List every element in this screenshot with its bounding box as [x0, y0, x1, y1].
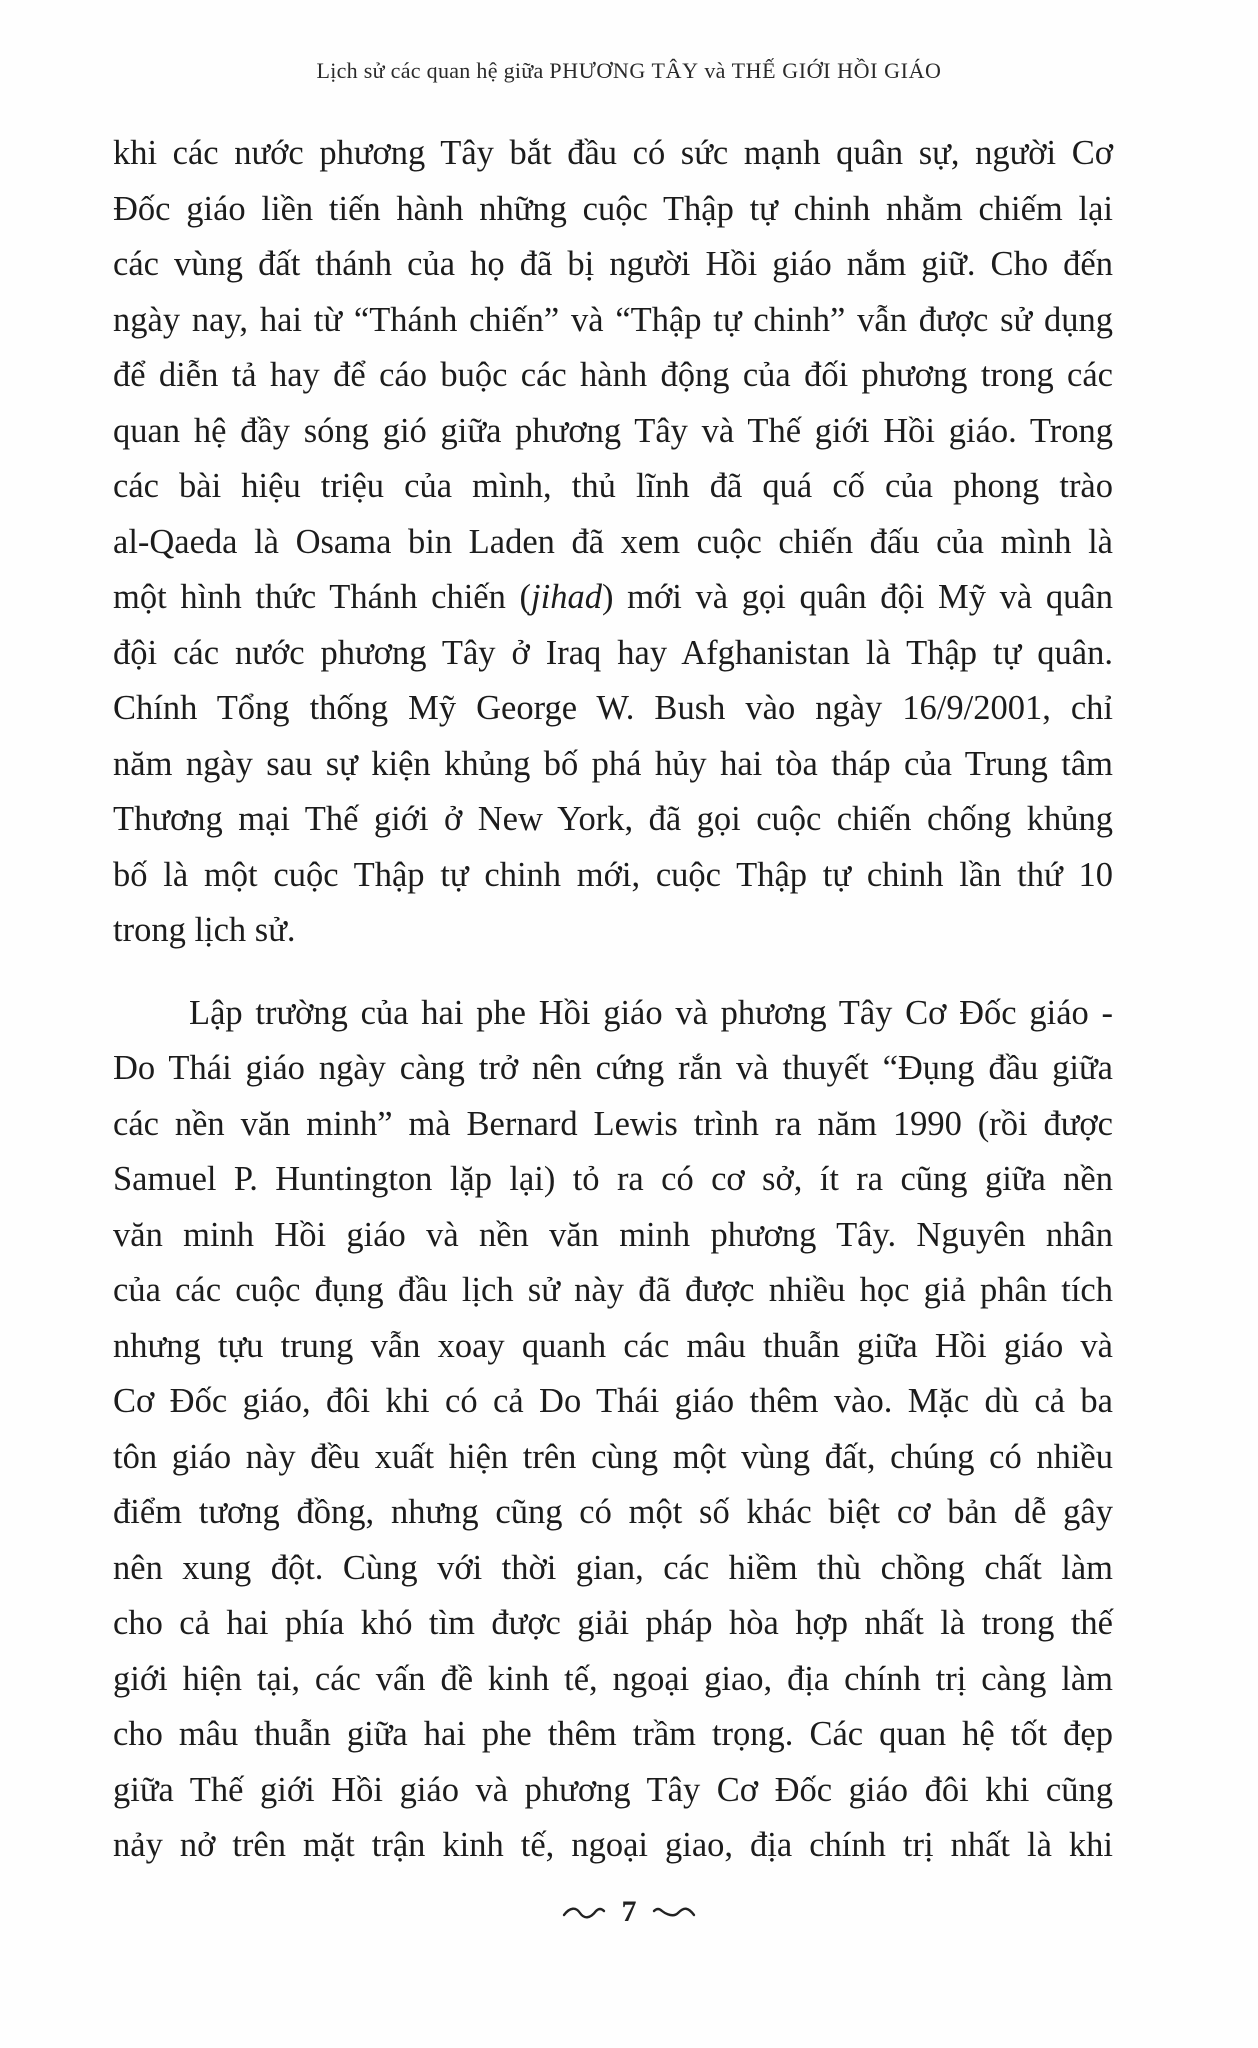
text-line: Thương mại Thế giới ở New York, đã gọi cuộc chiến chống khủng [113, 800, 1113, 838]
text-line: văn minh Hồi giáo và nền văn minh phương Tây. Nguyên nhân [113, 1215, 1113, 1254]
flourish-left-icon [562, 1895, 606, 1929]
paragraph-2 [113, 986, 1113, 1874]
body-text [113, 126, 1113, 1874]
text-line: cho mâu thuẫn giữa hai phe thêm trầm trọng. Các quan hệ tốt đẹp [113, 1715, 1113, 1753]
text-line: các nền văn minh” mà Bernard Lewis trình ra năm 1990 (rồi được [113, 1104, 1113, 1143]
text-line: Cơ Đốc giáo, đôi khi có cả Do Thái giáo thêm vào. Mặc dù cả ba [113, 1382, 1113, 1420]
text-line: đội các nước phương Tây ở Iraq hay Afghanistan là Thập tự quân. [113, 633, 1113, 672]
header-islam: THẾ GIỚI HỒI GIÁO [731, 58, 942, 83]
text-line: Đốc giáo liền tiến hành những cuộc Thập tự chinh nhằm chiếm lại [113, 189, 1113, 228]
header-conjunction: và [704, 58, 726, 83]
paragraph-1 [113, 126, 1113, 959]
text-line: tôn giáo này đều xuất hiện trên cùng một vùng đất, chúng có nhiều [113, 1437, 1113, 1476]
flourish-right-icon [652, 1895, 696, 1929]
text-line: một hình thức Thánh chiến (jihad) mới và gọi quân đội Mỹ và quân [113, 578, 1113, 616]
text-line: các vùng đất thánh của họ đã bị người Hồi giáo nắm giữ. Cho đến [113, 245, 1113, 283]
text-line: Samuel P. Huntington lặp lại) tỏ ra có cơ sở, ít ra cũng giữa nền [113, 1160, 1113, 1198]
text-line: nên xung đột. Cùng với thời gian, các hiềm thù chồng chất làm [113, 1548, 1113, 1587]
text-line: nảy nở trên mặt trận kinh tế, ngoại giao, địa chính trị nhất là khi [113, 1826, 1113, 1864]
running-header [0, 58, 1258, 84]
text-line: Do Thái giáo ngày càng trở nên cứng rắn và thuyết “Đụng đầu giữa [113, 1049, 1113, 1087]
text-line: để diễn tả hay để cáo buộc các hành động của đối phương trong các [113, 356, 1113, 394]
text-line: các bài hiệu triệu của mình, thủ lĩnh đã quá cố của phong trào [113, 467, 1113, 505]
page-folio [0, 1893, 1258, 1929]
text-line: nhưng tựu trung vẫn xoay quanh các mâu thuẫn giữa Hồi giáo và [113, 1326, 1113, 1365]
text-line: của các cuộc đụng đầu lịch sử này đã được nhiều học giả phân tích [113, 1271, 1113, 1309]
text-line: Chính Tổng thống Mỹ George W. Bush vào ngày 16/9/2001, chỉ [113, 689, 1113, 727]
text-line: Lập trường của hai phe Hồi giáo và phương Tây Cơ Đốc giáo - [189, 993, 1113, 1032]
text-line: al-Qaeda là Osama bin Laden đã xem cuộc chiến đấu của mình là [113, 522, 1113, 561]
text-line: giới hiện tại, các vấn đề kinh tế, ngoại giao, địa chính trị càng làm [113, 1659, 1113, 1698]
text-line: điểm tương đồng, nhưng cũng có một số khác biệt cơ bản dễ gây [113, 1493, 1113, 1531]
text-line: quan hệ đầy sóng gió giữa phương Tây và Thế giới Hồi giáo. Trong [113, 411, 1113, 450]
page-number: 7 [621, 1895, 637, 1929]
text-line: khi các nước phương Tây bắt đầu có sức mạnh quân sự, người Cơ [113, 134, 1113, 172]
text-line: bố là một cuộc Thập tự chinh mới, cuộc Thập tự chinh lần thứ 10 [113, 855, 1113, 894]
text-line: năm ngày sau sự kiện khủng bố phá hủy hai tòa tháp của Trung tâm [113, 744, 1113, 783]
text-line: giữa Thế giới Hồi giáo và phương Tây Cơ Đốc giáo đôi khi cũng [113, 1770, 1113, 1809]
text-line: cho cả hai phía khó tìm được giải pháp hòa hợp nhất là trong thế [113, 1604, 1113, 1642]
text-line: ngày nay, hai từ “Thánh chiến” và “Thập tự chinh” vẫn được sử dụng [113, 300, 1113, 339]
text-line: trong lịch sử. [113, 911, 296, 949]
italic-term: jihad [531, 578, 602, 616]
header-prefix: Lịch sử các quan hệ giữa [316, 58, 544, 83]
header-west: PHƯƠNG TÂY [549, 58, 699, 83]
